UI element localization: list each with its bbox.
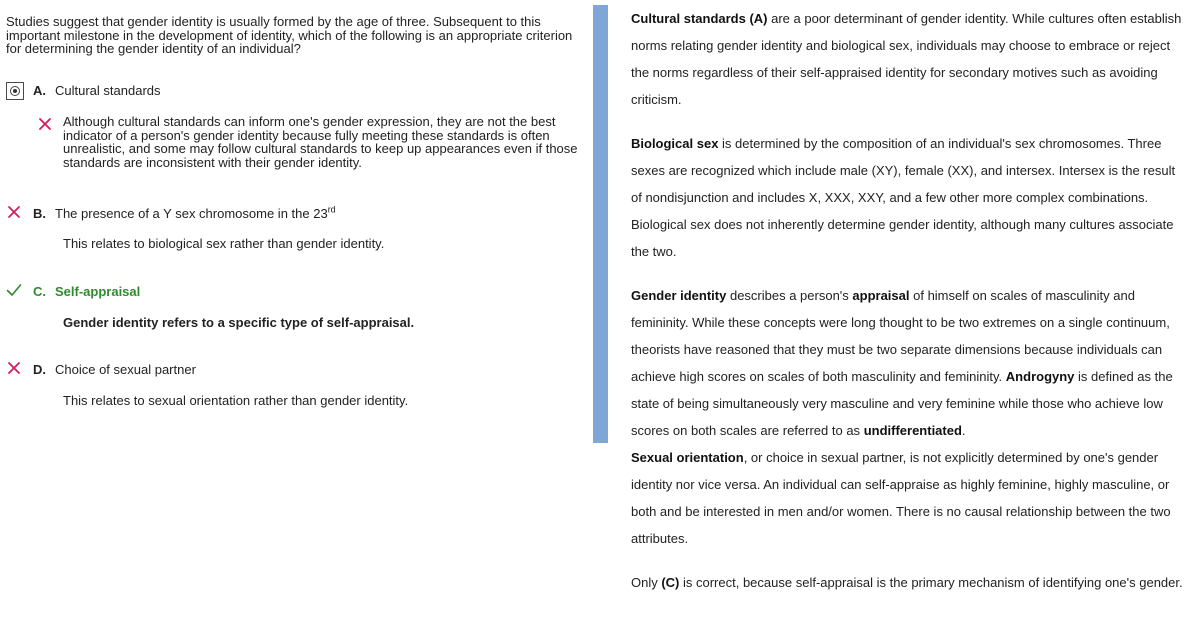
choice-c[interactable]	[0, 282, 590, 302]
choice-a-explanation: Although cultural standards can inform one's gender expression, they are not the best indicator of a person's gender identity because fully meeting these standards is often unrealistic, and some may follow cultural standards to keep up appearances even if those standards are inconsistent with their gender identity.	[63, 114, 578, 170]
explanation-paragraph-2: Biological sex is determined by the composition of an individual's sex chromosomes. Three sexes are recognized which include male (XY), female (XX), and intersex. Intersex is the result of nondisjunction and includes X, XXX, XXY, and a few other more complex combinations. Biological sex does not inherently determine gender identity, although many cultures associate the two.	[631, 136, 1176, 259]
explanation-paragraph-5: Only (C) is correct, because self-appraisal is the primary mechanism of identifying one's gender.	[631, 575, 1183, 590]
choice-b-explanation: This relates to biological sex rather than gender identity.	[63, 236, 385, 251]
question-panel	[0, 0, 590, 630]
choice-c-text: Self-appraisal	[55, 284, 141, 299]
explanation-paragraph-1: Cultural standards (A) are a poor determinant of gender identity. While cultures often establish norms relating gender identity and biological sex, individuals may choose to embrace or reject the norms regardless of their self-appraised identity for secondary motives such as avoiding criticism.	[631, 11, 1182, 107]
explanation-paragraph-4: Sexual orientation, or choice in sexual partner, is not explicitly determined by one's gender identity nor vice versa. An individual can self-appraise as highly feminine, highly masculine, or both and be interested in men and/or women. There is no causal relationship between the two attributes.	[631, 450, 1171, 546]
choice-b-letter: B.	[33, 206, 46, 221]
explanation-paragraph-3: Gender identity describes a person's appraisal of himself on scales of masculinity and femininity. While these concepts were long thought to be two extremes on a single continuum, theorists have reasoned that they must be two separate dimensions because individuals can achieve high scores on scales of both masculinity and femininity. Androgyny is defined as the state of being simultaneously very masculine and very feminine while those who achieve low scores on both scales are referred to as undifferentiated.	[631, 288, 1173, 438]
check-mark-icon	[6, 283, 22, 297]
choice-c-explanation: Gender identity refers to a specific type of self-appraisal.	[63, 315, 415, 330]
choice-b[interactable]	[0, 204, 590, 224]
choice-b-text: The presence of a Y sex chromosome in the 23rd	[55, 204, 336, 221]
choice-a-letter: A.	[33, 83, 46, 98]
choice-d[interactable]	[0, 360, 590, 380]
radio-selected-icon[interactable]	[6, 82, 24, 100]
choice-c-letter: C.	[33, 284, 46, 299]
x-mark-icon	[7, 205, 21, 219]
question-stem: Studies suggest that gender identity is usually formed by the age of three. Subsequent to this important milestone in the development of identity, which of the following is an appropriate criterion for determining the gender identity of an individual?	[6, 14, 573, 56]
x-mark-icon	[7, 361, 21, 375]
explanation-panel	[631, 5, 1187, 596]
superscript-rd: rd	[327, 204, 336, 215]
choice-d-text: Choice of sexual partner	[55, 362, 196, 377]
choice-d-explanation: This relates to sexual orientation rather than gender identity.	[63, 393, 409, 408]
choice-a-text: Cultural standards	[55, 83, 161, 98]
choice-d-letter: D.	[33, 362, 46, 377]
choice-a[interactable]	[0, 81, 590, 101]
explanation-divider	[593, 5, 608, 443]
x-mark-icon	[38, 117, 52, 131]
